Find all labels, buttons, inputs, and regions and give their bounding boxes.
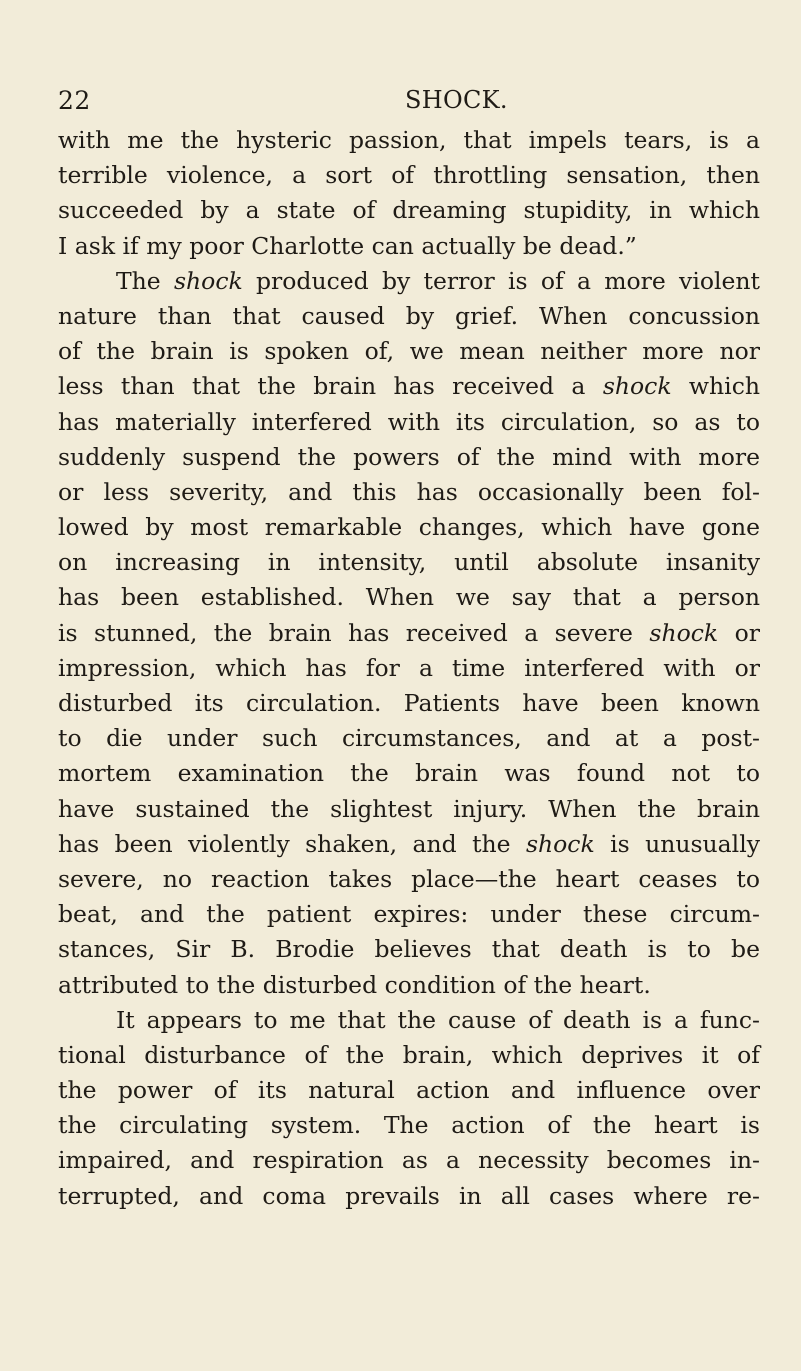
page-header xyxy=(58,86,758,120)
text-line xyxy=(58,1143,760,1178)
line-text: lowed by most remarkable changes, which have gone xyxy=(58,513,760,542)
text-line xyxy=(58,897,760,932)
text-line xyxy=(58,193,760,228)
text-line xyxy=(58,721,760,756)
line-text: terrible violence, a sort of throttling sensation, then xyxy=(58,161,760,190)
text-line xyxy=(58,299,760,334)
line-text: tional disturbance of the brain, which deprives it of xyxy=(58,1040,760,1069)
italic-term: shock xyxy=(173,266,243,295)
text-line xyxy=(58,968,760,1003)
text-line xyxy=(58,1179,760,1214)
text-line xyxy=(58,405,760,440)
text-line xyxy=(58,686,760,721)
line-text-after: is unusually xyxy=(594,829,760,858)
line-text: or less severity, and this has occasionally been fol- xyxy=(58,477,760,506)
text-line xyxy=(58,475,760,510)
text-line xyxy=(58,158,760,193)
line-text: to die under such circumstances, and at a post- xyxy=(58,724,760,753)
line-text: has materially interfered with its circulation, so as to xyxy=(58,407,760,436)
text-line xyxy=(58,862,760,897)
line-text: stances, Sir B. Brodie believes that death is to be xyxy=(58,935,760,964)
line-text: have sustained the slightest injury. When the brain xyxy=(58,794,760,823)
text-line xyxy=(58,369,760,404)
line-text: beat, and the patient expires: under these circum- xyxy=(58,900,760,929)
line-text-before: The xyxy=(116,266,174,295)
text-line xyxy=(58,616,760,651)
line-text: I ask if my poor Charlotte can actually be dead.” xyxy=(58,231,637,260)
text-line xyxy=(58,827,760,862)
text-line xyxy=(58,229,760,264)
text-line xyxy=(58,510,760,545)
line-text: impression, which has for a time interfered with or xyxy=(58,653,760,682)
italic-term: shock xyxy=(525,829,595,858)
line-text: mortem examination the brain was found not to xyxy=(58,759,760,788)
line-text: has been established. When we say that a person xyxy=(58,583,760,612)
text-line xyxy=(58,545,760,580)
line-text-before: less than that the brain has received a xyxy=(58,372,603,401)
line-text: of the brain is spoken of, we mean neither more nor xyxy=(58,337,760,366)
text-line xyxy=(58,334,760,369)
text-line xyxy=(58,1003,760,1038)
text-line xyxy=(58,1108,760,1143)
line-text-after: produced by terror is of a more violent xyxy=(242,266,760,295)
text-line xyxy=(58,440,760,475)
line-text: on increasing in intensity, until absolute insanity xyxy=(58,548,760,577)
italic-term: shock xyxy=(602,372,672,401)
line-text-before: has been violently shaken, and the xyxy=(58,829,526,858)
line-text: suddenly suspend the powers of the mind with more xyxy=(58,442,760,471)
line-text: nature than that caused by grief. When concussion xyxy=(58,301,760,330)
line-text: It appears to me that the cause of death is a func- xyxy=(116,1005,760,1034)
text-line xyxy=(58,792,760,827)
text-line xyxy=(58,1038,760,1073)
line-text: severe, no reaction takes place—the heart ceases to xyxy=(58,864,760,893)
text-line xyxy=(58,932,760,967)
line-text: disturbed its circulation. Patients have been known xyxy=(58,689,760,717)
line-text-after: which xyxy=(671,372,760,401)
text-line xyxy=(58,580,760,615)
page-number: 22 xyxy=(58,86,91,115)
running-head: SHOCK. xyxy=(405,86,508,114)
text-line xyxy=(58,651,760,686)
text-line xyxy=(58,756,760,791)
line-text: impaired, and respiration as a necessity becomes in- xyxy=(58,1146,760,1175)
line-text-before: is stunned, the brain has received a severe xyxy=(58,618,650,647)
line-text-after: or xyxy=(718,618,760,647)
text-line xyxy=(58,123,760,158)
line-text: the circulating system. The action of the heart is xyxy=(58,1111,760,1140)
body-text xyxy=(58,123,760,1214)
line-text: with me the hysteric passion, that impels tears, is a xyxy=(58,126,760,154)
text-line xyxy=(58,264,760,299)
line-text: attributed to the disturbed condition of the heart. xyxy=(58,970,651,999)
line-text: the power of its natural action and influence over xyxy=(58,1076,760,1105)
line-text: terrupted, and coma prevails in all cases where re- xyxy=(58,1181,760,1210)
italic-term: shock xyxy=(649,618,719,647)
text-line xyxy=(58,1073,760,1108)
line-text: succeeded by a state of dreaming stupidity, in which xyxy=(58,196,760,225)
